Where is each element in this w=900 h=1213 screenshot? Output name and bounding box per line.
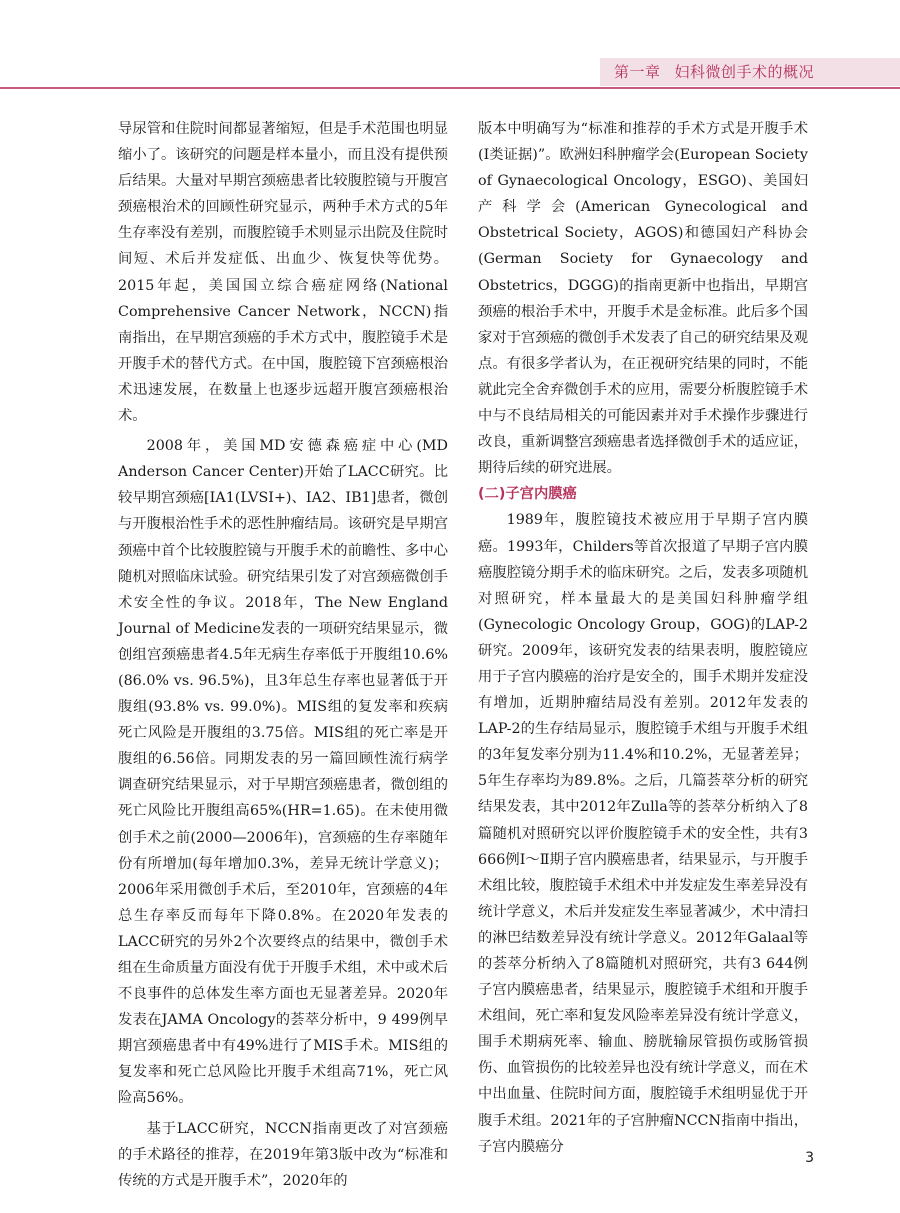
header-title: [614, 61, 814, 82]
right-paragraph-2: 1989年，腹腔镜技术被应用于早期子宫内膜癌。1993年，Childers等首次报道了早期子宫内膜癌腹腔镜分期手术的临床研究。之后，发表多项随机对照研究，样本量最大的是美国妇科肿瘤学组(Gynecologic Oncology Group，GOG)的LAP-2研究。2009年，该研究发表的结果表明，腹腔镜应用于子宫内膜癌的治疗是安全的，围手术期并发症没有增加，近期肿瘤结局没有差别。2012年发表的LAP-2的生存结局显示，腹腔镜手术组与开腹手术组的3年复发率分别为11.4%和10.2%，无显著差异；5年生存率均为89.8%。之后，几篇荟萃分析的研究结果发表，其中2012年Zulla等的荟萃分析纳入了8篇随机对照研究以评价腹腔镜手术的安全性，共有3 666例Ⅰ～Ⅱ期子宫内膜癌患者，结果显示，与开腹手术组比较，腹腔镜手术组术中并发症发生率差异没有统计学意义，术后并发症发生率显著减少，术中清扫的淋巴结数差异没有统计学意义。2012年Galaal等的荟萃分析纳入了8篇随机对照研究，共有3 644例子宫内膜癌患者，结果显示，腹腔镜手术组和开腹手术组间，死亡率和复发风险率差异没有统计学意义，围手术期病死率、输血、膀胱输尿管损伤或肠管损伤、血管损伤的比较差异也没有统计学意义，而在术中出血量、住院时间方面，腹腔镜手术组明显优于开腹手术组。2021年的子宫肿瘤NCCN指南中指出，子宫内膜癌分: [478, 512, 808, 1155]
header-chapter-title: 妇科微创手术的概况: [674, 63, 814, 81]
left-column: [118, 116, 448, 1194]
right-column: [478, 116, 808, 1160]
page-number: 3: [805, 1150, 814, 1166]
header-chapter: 第一章: [613, 63, 661, 81]
section-heading: (二)子宫内膜癌: [478, 486, 577, 503]
header-rule: [0, 87, 900, 89]
left-paragraph-1: 导尿管和住院时间都显著缩短，但是手术范围也明显缩小了。该研究的问题是样本量小，而且没有提供预后结果。大量对早期宫颈癌患者比较腹腔镜与开腹宫颈癌根治术的回顾性研究显示，两种手术方式的5年生存率没有差别，而腹腔镜手术则显示出院及住院时间短、术后并发症低、出血少、恢复快等优势。2015年起，美国国立综合癌症网络(National Comprehensive Cancer Network，NCCN)指南指出，在早期宫颈癌的手术方式中，腹腔镜手术是开腹手术的替代方式。在中国，腹腔镜下宫颈癌根治术迅速发展，在数量上也逐步远超开腹宫颈癌根治术。: [118, 121, 449, 425]
left-paragraph-3: 基于LACC研究，NCCN指南更改了对宫颈癌的手术路径的推荐，在2019年第3版中改为“标准和传统的方式是开腹手术”，2020年的: [118, 1120, 448, 1189]
right-paragraph-1: 版本中明确写为“标准和推荐的手术方式是开腹手术(Ⅰ类证据)”。欧洲妇科肿瘤学会(European Society of Gynaecological Oncology，ESGO)、美国妇产科学会(American Gynecological and Obstetrical Society，AGOS)和德国妇产科协会(German Society for Gynaecology and Obstetrics，DGGG)的指南更新中也指出，早期宫颈癌的根治手术中，开腹手术是金标准。此后多个国家对于宫颈癌的微创手术发表了自己的研究结果及观点。有很多学者认为，在正视研究结果的同时，不能就此完全舍弃微创手术的应用，需要分析腹腔镜手术中与不良结局相关的可能因素并对手术操作步骤进行改良，重新调整宫颈癌患者选择微创手术的适应证，期待后续的研究进展。: [478, 121, 808, 477]
running-header: [0, 0, 900, 96]
left-paragraph-2: 2008年，美国MD安德森癌症中心(MD Anderson Cancer Center)开始了LACC研究。比较早期宫颈癌[ⅠA1(LVSI+)、ⅠA2、ⅠB1]患者，微创与开腹根治性手术的恶性肿瘤结局。该研究是早期宫颈癌中首个比较腹腔镜与开腹手术的前瞻性、多中心随机对照临床试验。研究结果引发了对宫颈癌微创手术安全性的争议。2018年，The New England Journal of Medicine发表的一项研究结果显示，微创组宫颈癌患者4.5年无病生存率低于开腹组10.6%(86.0% vs. 96.5%)，且3年总生存率也显著低于开腹组(93.8% vs. 99.0%)。MIS组的复发率和疾病死亡风险是开腹组的3.75倍。MIS组的死亡率是开腹组的6.56倍。同期发表的另一篇回顾性流行病学调查研究结果显示，对于早期宫颈癌患者，微创组的死亡风险比开腹组高65%(HR=1.65)。在未使用微创手术之前(2000—2006年)，宫颈癌的生存率随年份有所增加(每年增加0.3%，差异无统计学意义)；2006年采用微创手术后，至2010年，宫颈癌的4年总生存率反而每年下降0.8%。在2020年发表的LACC研究的另外2个次要终点的结果中，微创手术组在生命质量方面没有优于开腹手术组，术中或术后不良事件的总体发生率方面也无显著差异。2020年发表在JAMA Oncology的荟萃分析中，9 499例早期宫颈癌患者中有49%进行了MIS手术。MIS组的复发率和死亡总风险比开腹手术组高71%，死亡风险高56%。: [118, 438, 448, 1107]
